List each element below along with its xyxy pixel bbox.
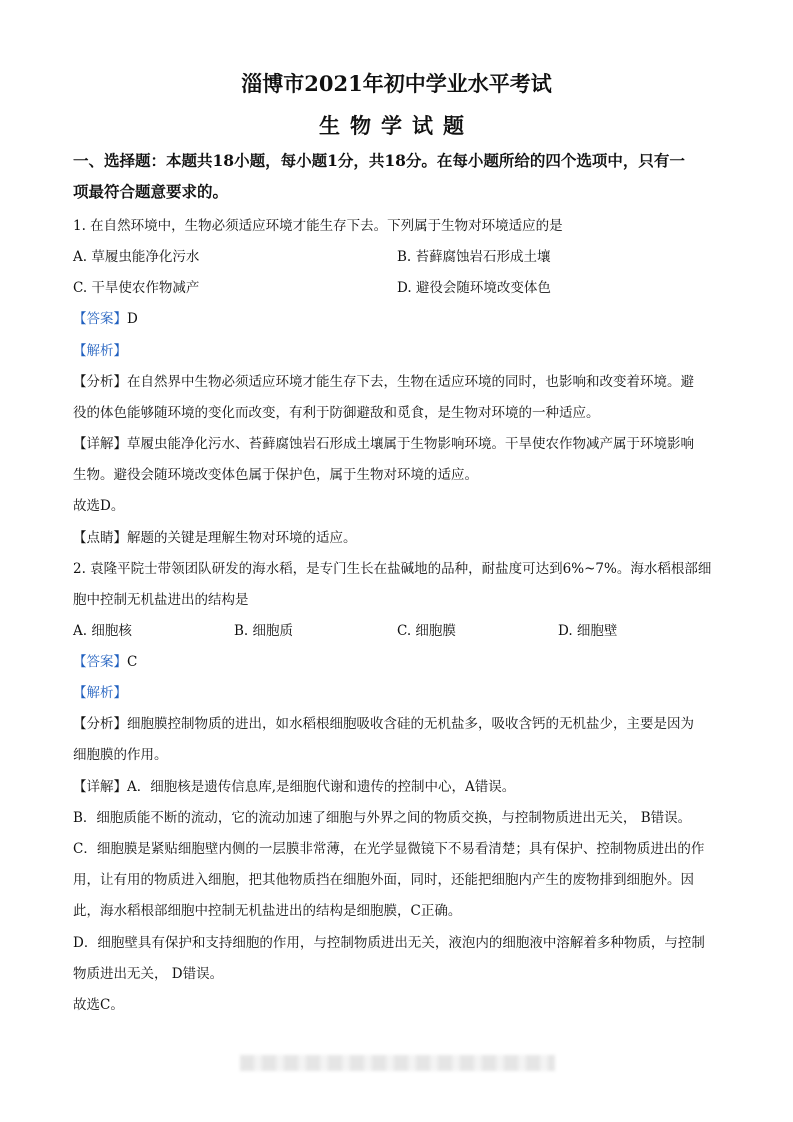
jiexi-tag: 【解析】 xyxy=(73,343,127,359)
q2-stem-line-2: 胞中控制无机盐进出的结构是 xyxy=(73,592,249,608)
xiangjie-tag: 【详解】 xyxy=(73,436,127,452)
q2-fenxi-line-2: 细胞膜的作用。 xyxy=(73,747,168,763)
q1-answer xyxy=(73,307,138,327)
q2-jiexi xyxy=(73,681,127,701)
answer-tag: 【答案】 xyxy=(73,311,127,327)
q1-dianjing xyxy=(73,526,357,546)
q1-option-d: D. 避役会随环境改变体色 xyxy=(397,280,551,296)
q2-option-a: A. 细胞核 xyxy=(73,623,132,639)
q2-line-c3: 此，海水稻根部细胞中控制无机盐进出的结构是细胞膜，C正确。 xyxy=(73,903,462,919)
q1-stem: 1. 在自然环境中，生物必须适应环境才能生存下去。下列属于生物对环境适应的是 xyxy=(73,218,563,234)
q1-xiangjie-line-2: 生物。避役会随环境改变体色属于保护色，属于生物对环境的适应。 xyxy=(73,467,478,483)
q2-option-d: D. 细胞壁 xyxy=(558,623,618,639)
q1-dianjing-text: 解题的关键是理解生物对环境的适应。 xyxy=(127,530,357,546)
xiangjie-tag: 【详解】 xyxy=(73,779,127,795)
q2-line-c1: C．细胞膜是紧贴细胞壁内侧的一层膜非常薄，在光学显微镜下不易看清楚；具有保护、控制物质进出的作 xyxy=(73,841,705,857)
q2-stem-line-1: 2. 袁隆平院士带领团队研发的海水稻，是专门生长在盐碱地的品种，耐盐度可达到6%~7%。海水稻根部细 xyxy=(73,561,712,577)
q2-line-d1: D．细胞壁具有保护和支持细胞的作用，与控制物质进出无关，液泡内的细胞液中溶解着多种物质，与控制 xyxy=(73,935,705,951)
q2-line-d2: 物质进出无关， D错误。 xyxy=(73,966,224,982)
fenxi-tag: 【分析】 xyxy=(73,716,127,732)
q2-fenxi-text-1: 细胞膜控制物质的进出，如水稻根细胞吸收含硅的无机盐多，吸收含钙的无机盐少，主要是因为 xyxy=(127,716,694,732)
blurred-watermark xyxy=(240,1055,555,1071)
exam-subtitle: 生物学试题 xyxy=(319,113,474,138)
q2-option-c: C. 细胞膜 xyxy=(397,623,456,639)
exam-title: 淄博市2021年初中学业水平考试 xyxy=(241,71,552,96)
q2-answer xyxy=(73,650,137,670)
q1-fenxi-line-1 xyxy=(73,370,694,390)
section-heading xyxy=(73,145,723,207)
fenxi-tag: 【分析】 xyxy=(73,374,127,390)
q2-answer-value: C xyxy=(127,654,138,670)
section-heading-line-2: 项最符合题意要求的。 xyxy=(73,182,229,201)
q1-jiexi xyxy=(73,339,127,359)
q1-option-b: B. 苔藓腐蚀岩石形成土壤 xyxy=(397,249,551,265)
q2-line-b: B．细胞质能不断的流动，它的流动加速了细胞与外界之间的物质交换，与控制物质进出无关， B错误。 xyxy=(73,810,692,826)
section-heading-line-1: 一、选择题：本题共18小题，每小题1分，共18分。在每小题所给的四个选项中，只有一 xyxy=(73,151,685,170)
q1-fenxi-line-2: 役的体色能够随环境的变化而改变，有利于防御避敌和觅食，是生物对环境的一种适应。 xyxy=(73,405,600,421)
q1-answer-value: D xyxy=(127,311,138,327)
answer-tag: 【答案】 xyxy=(73,654,127,670)
q2-xiangjie-line-1 xyxy=(73,775,515,795)
q2-fenxi-line-1 xyxy=(73,712,694,732)
q1-fenxi-text-1: 在自然界中生物必须适应环境才能生存下去，生物在适应环境的同时，也影响和改变着环境。避 xyxy=(127,374,694,390)
q1-xiangjie-text-1: 草履虫能净化污水、苔藓腐蚀岩石形成土壤属于生物影响环境。干旱使农作物减产属于环境影响 xyxy=(127,436,694,452)
q2-line-c2: 用，让有用的物质进入细胞，把其他物质挡在细胞外面，同时，还能把细胞内产生的废物排到细胞外。因 xyxy=(73,872,694,888)
q1-option-c: C. 干旱使农作物减产 xyxy=(73,280,200,296)
q1-option-a: A. 草履虫能净化污水 xyxy=(73,249,200,265)
q1-xiangjie-line-1 xyxy=(73,432,694,452)
q2-conclusion: 故选C。 xyxy=(73,997,124,1013)
q1-conclusion: 故选D。 xyxy=(73,498,125,514)
q2-option-b: B. 细胞质 xyxy=(234,623,294,639)
dianjing-tag: 【点睛】 xyxy=(73,530,127,546)
q2-xiangjie-text-1: A．细胞核是遗传信息库,是细胞代谢和遗传的控制中心，A错误。 xyxy=(127,779,516,795)
jiexi-tag: 【解析】 xyxy=(73,685,127,701)
